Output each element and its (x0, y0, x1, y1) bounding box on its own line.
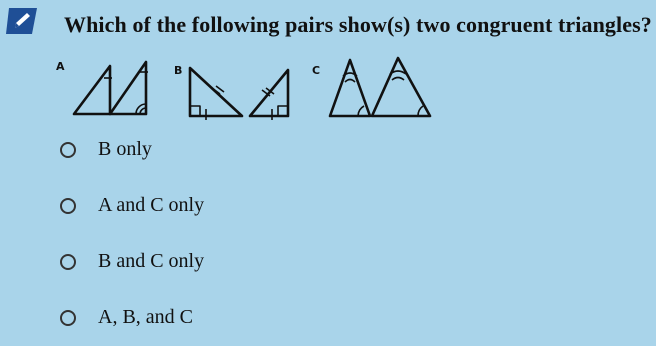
radio-button[interactable] (60, 310, 76, 326)
option-a-b-and-c[interactable] (60, 306, 193, 329)
radio-button[interactable] (60, 142, 76, 158)
option-label: A, B, and C (98, 306, 193, 328)
option-label: B only (98, 138, 152, 160)
triangle-b2 (250, 70, 288, 116)
figure-label-c: C (312, 64, 321, 77)
option-a-and-c-only[interactable] (60, 194, 204, 217)
question-text: Which of the following pairs show(s) two congruent triangles? (64, 12, 652, 37)
figure-label-b: B (174, 64, 183, 77)
radio-button[interactable] (60, 198, 76, 214)
option-b-only[interactable] (60, 138, 152, 161)
triangle-c1 (330, 60, 370, 116)
option-b-and-c-only[interactable] (60, 250, 204, 273)
option-label: B and C only (98, 250, 205, 272)
triangle-figure (40, 48, 460, 128)
triangle-b1 (190, 68, 242, 116)
radio-button[interactable] (60, 254, 76, 270)
figure-label-a: A (56, 60, 65, 73)
pencil-icon (6, 6, 40, 36)
triangle-a1 (74, 66, 110, 114)
option-label: A and C only (98, 194, 205, 216)
